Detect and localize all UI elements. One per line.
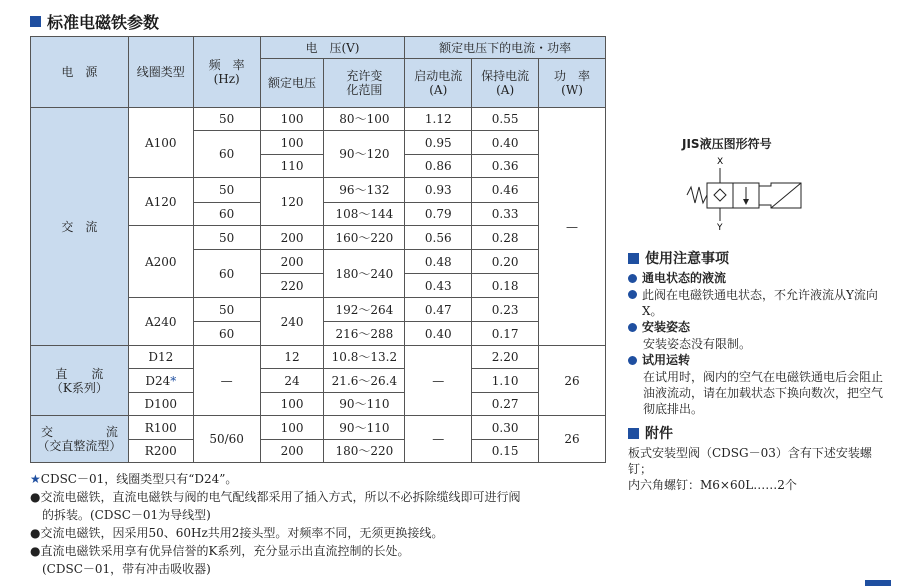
range-cell: 80～100 [324,108,405,131]
hold-current-cell: 0.30 [472,416,539,440]
coil-cell: A120 [128,178,193,226]
hold-current-cell: 0.28 [472,226,539,250]
header-allowable-range: 充许变 化范围 [324,59,405,108]
coil-cell: D24* [128,369,193,393]
freq-cell: 60 [193,322,260,346]
range-cell: 96～132 [324,178,405,203]
range-cell: 10.8～13.2 [324,346,405,369]
start-current-cell: 0.40 [405,322,472,346]
range-cell: 180～240 [324,250,405,298]
rated-voltage-cell: 100 [260,393,324,416]
header-power-w: 功 率 (W) [539,59,606,108]
dc-label: 直 流 （K系列） [31,346,129,416]
hold-current-cell: 0.27 [472,393,539,416]
start-current-cell: 0.79 [405,203,472,226]
hold-current-cell: 0.20 [472,250,539,274]
rated-voltage-cell: 100 [260,416,324,440]
rated-voltage-cell: 220 [260,274,324,298]
rated-voltage-cell: 200 [260,440,324,463]
start-current-cell: 0.43 [405,274,472,298]
title-text: 标准电磁铁参数 [47,13,160,32]
usage-item-3-text: 在试用时，阀内的空气在电磁铁通电后会阻止油液流动，请在加载状态下换向数次，把空气彻底排出。 [643,370,884,416]
page-title [30,10,159,33]
power-cell: 26 [539,416,606,463]
coil-cell: R100 [128,416,193,440]
start-current-cell: 1.12 [405,108,472,131]
hold-current-cell: 0.55 [472,108,539,131]
spec-table [30,36,606,463]
rated-voltage-cell: 200 [260,226,324,250]
header-power-source: 电 源 [31,37,129,108]
hold-current-cell: 2.20 [472,346,539,369]
coil-cell: A100 [128,108,193,178]
rated-voltage-cell: 12 [260,346,324,369]
range-cell: 90～110 [324,393,405,416]
accessory-text-2: 内六角螺钉：M6×60L……2个 [628,478,797,492]
coil-cell: R200 [128,440,193,463]
header-rated-voltage: 额定电压 [260,59,324,108]
hold-current-cell: 1.10 [472,369,539,393]
freq-cell: 60 [193,131,260,178]
hold-current-cell: 0.23 [472,298,539,322]
freq-cell: 50 [193,298,260,322]
usage-item-1-heading: 通电状态的液流 [628,270,890,287]
freq-cell: 60 [193,250,260,298]
range-cell: 216～288 [324,322,405,346]
range-cell: 160～220 [324,226,405,250]
start-current-cell: — [405,346,472,416]
table-row [31,346,606,369]
start-current-cell: 0.56 [405,226,472,250]
header-start-current: 启动电流 (A) [405,59,472,108]
start-current-cell: 0.47 [405,298,472,322]
bullet-icon [628,323,637,332]
usage-notes [628,248,890,493]
usage-item-1-text: 此阀在电磁铁通电状态，不允许液流从Y流向X。 [628,287,890,319]
usage-item-2-heading: 安装姿态 [628,319,890,336]
table-row [31,416,606,440]
table-row [31,108,606,131]
header-current-power: 额定电压下的电流・功率 [405,37,606,59]
header-voltage: 电 压(V) [260,37,405,59]
coil-cell: A240 [128,298,193,346]
freq-cell: 50 [193,108,260,131]
start-current-cell: 0.95 [405,131,472,155]
start-current-cell: 0.48 [405,250,472,274]
range-cell: 192～264 [324,298,405,322]
range-cell: 90～120 [324,131,405,178]
jis-symbol-title: JIS液压图形符号 [682,137,772,151]
hold-current-cell: 0.46 [472,178,539,203]
accessory-title: 附件 [628,423,890,443]
corner-tab [865,580,891,586]
hold-current-cell: 0.15 [472,440,539,463]
accessory-text-1: 板式安装型阀（CDSG－03）含有下述安装螺钉； [628,446,872,476]
range-cell: 180～220 [324,440,405,463]
rated-voltage-cell: 24 [260,369,324,393]
usage-item-3-heading: 试用运转 [628,352,890,369]
note-2: ●交流电磁铁，直流电磁铁与阀的电气配线都采用了插入方式，所以不必拆除缆线即可进行阀 的拆装。(CDSC－01为导线型) [30,490,521,522]
freq-cell: 60 [193,203,260,226]
note-3: ●交流电磁铁，因采用50、60Hz共用2接头型。对频率不同，无须更换接线。 [30,526,444,540]
bullet-icon [628,290,637,299]
hold-current-cell: 0.40 [472,131,539,155]
port-x-label: X [717,157,724,167]
range-cell: 21.6～26.4 [324,369,405,393]
hold-current-cell: 0.33 [472,203,539,226]
hold-current-cell: 0.36 [472,155,539,178]
bullet-icon [628,274,637,283]
header-hold-current: 保持电流 (A) [472,59,539,108]
rated-voltage-cell: 120 [260,178,324,226]
coil-cell: D100 [128,393,193,416]
start-current-cell: 0.93 [405,178,472,203]
title-square-icon [30,16,41,27]
freq-cell: 50/60 [193,416,260,463]
jis-hydraulic-symbol-icon [685,153,805,233]
range-cell: 108～144 [324,203,405,226]
rect-label: 交 流 （交直整流型） [31,416,129,463]
freq-cell: 50 [193,226,260,250]
bullet-icon [628,356,637,365]
ac-label: 交 流 [31,108,129,346]
usage-title: 使用注意事项 [628,248,890,268]
hold-current-cell: 0.17 [472,322,539,346]
usage-square-icon [628,253,639,264]
freq-cell: 50 [193,178,260,203]
range-cell: 90～110 [324,416,405,440]
coil-cell: D12 [128,346,193,369]
rated-voltage-cell: 100 [260,131,324,155]
rated-voltage-cell: 240 [260,298,324,346]
rated-voltage-cell: 100 [260,108,324,131]
notes [30,470,630,578]
header-coil-type: 线圈类型 [128,37,193,108]
start-current-cell: — [405,416,472,463]
start-current-cell: 0.86 [405,155,472,178]
power-cell: 26 [539,346,606,416]
port-y-label: Y [717,223,723,233]
note-1: ★CDSC－01，线圈类型只有“D24”。 [30,472,238,486]
rated-voltage-cell: 200 [260,250,324,274]
freq-cell: — [193,346,260,416]
coil-cell: A200 [128,226,193,298]
hold-current-cell: 0.18 [472,274,539,298]
header-frequency: 频 率 (Hz) [193,37,260,108]
rated-voltage-cell: 110 [260,155,324,178]
ac-power-cell: — [539,108,606,346]
usage-item-2-text: 安装姿态没有限制。 [643,337,752,351]
note-4: ●直流电磁铁采用享有优异信誉的K系列，充分显示出直流控制的长处。 (CDSC－01，带有冲击吸收器) [30,544,410,576]
accessory-square-icon [628,428,639,439]
